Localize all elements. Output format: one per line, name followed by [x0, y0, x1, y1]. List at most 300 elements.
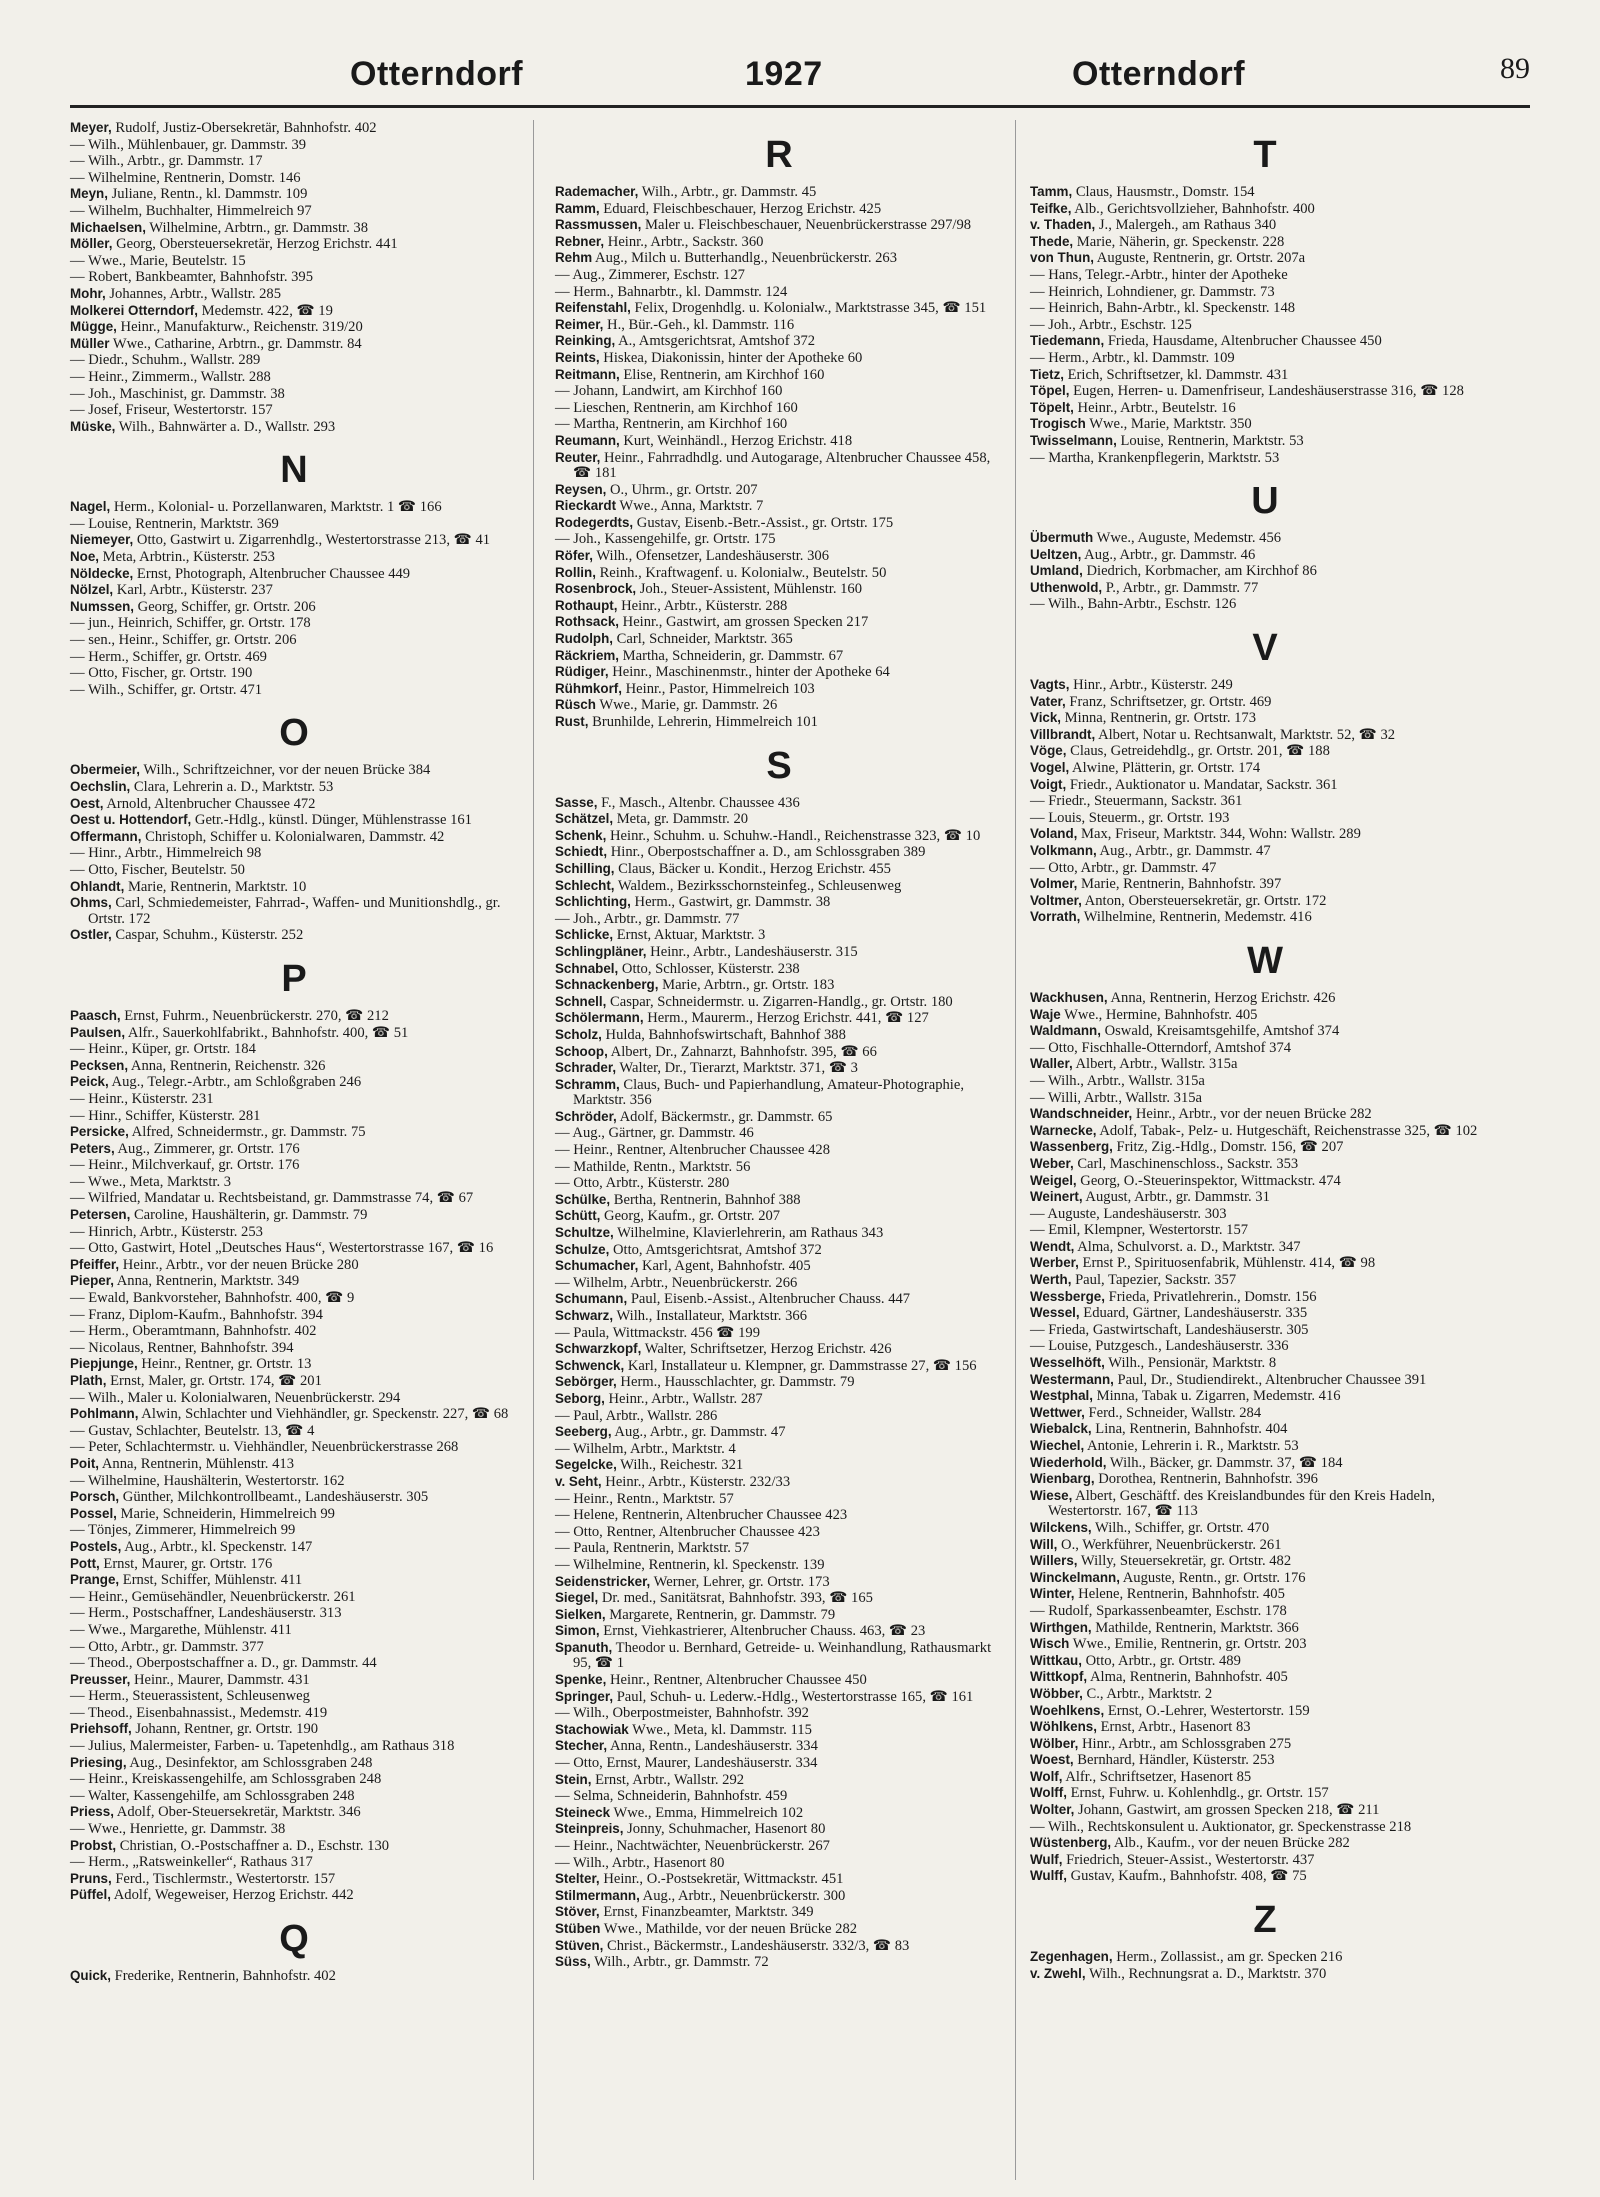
- entry-details: Christoph, Schiffer u. Kolonialwaren, Dammstr. 42: [141, 828, 445, 845]
- entry-details: Herm., Maurerm., Herzog Erichstr. 441, ☎ 127: [643, 1010, 929, 1027]
- directory-entry: [1030, 1355, 1500, 1372]
- directory-entry: [555, 433, 1003, 450]
- entry-details: O., Uhrm., gr. Ortstr. 207: [606, 481, 758, 498]
- directory-entry: [70, 1008, 518, 1025]
- entry-surname: Röfer,: [555, 548, 593, 564]
- directory-entry: [555, 284, 1003, 301]
- entry-surname: Reitmann,: [555, 366, 620, 382]
- directory-entry: [70, 1489, 518, 1506]
- entry-details: — Herm., Oberamtmann, Bahnhofstr. 402: [70, 1323, 317, 1340]
- entry-surname: Uthenwold,: [1030, 579, 1103, 595]
- directory-entry: [1030, 893, 1500, 910]
- directory-entry: [70, 1738, 518, 1755]
- directory-entry: [555, 1640, 1003, 1672]
- entry-details: Reinh., Kraftwagenf. u. Kolonialw., Beutelstr. 50: [595, 564, 887, 581]
- directory-entry: [1030, 1537, 1500, 1554]
- entry-details: Carl, Schmiedemeister, Fahrrad-, Waffen- und Munitionshdlg., gr. Ortstr. 172: [88, 895, 501, 927]
- directory-entry: [1030, 1272, 1500, 1289]
- entry-surname: Töpel,: [1030, 383, 1070, 399]
- directory-entry: [555, 1474, 1003, 1491]
- directory-entry: [555, 1109, 1003, 1126]
- directory-entry: [1030, 217, 1500, 234]
- directory-entry: [70, 402, 518, 419]
- directory-entry: [70, 1390, 518, 1407]
- entry-details: Christian, O.-Postschaffner a. D., Eschstr. 130: [116, 1837, 390, 1854]
- directory-entry: [70, 1041, 518, 1058]
- entry-details: Georg, O.-Steuerinspektor, Wittmackstr. 474: [1076, 1172, 1341, 1189]
- directory-entry: [555, 961, 1003, 978]
- directory-entry: [70, 286, 518, 303]
- entry-details: — Paul, Arbtr., Wallstr. 286: [555, 1407, 718, 1424]
- entry-details: Ernst, Arbtr., Wallstr. 292: [591, 1771, 745, 1788]
- entry-surname: Wöbber,: [1030, 1685, 1083, 1701]
- entry-details: Auguste, Rentnerin, gr. Ortstr. 207a: [1093, 250, 1306, 267]
- directory-entry: [555, 1208, 1003, 1225]
- directory-entry: [555, 1291, 1003, 1308]
- section-letter: T: [1253, 134, 1277, 176]
- entry-details: Max, Friseur, Marktstr. 344, Wohn: Wallstr. 289: [1077, 826, 1361, 843]
- entry-surname: Oest,: [70, 795, 104, 811]
- directory-entry: [555, 234, 1003, 251]
- entry-details: Louise, Rentnerin, Marktstr. 53: [1116, 432, 1304, 449]
- entry-details: Wwe., Meta, kl. Dammstr. 115: [628, 1721, 812, 1738]
- directory-entry: [555, 811, 1003, 828]
- entry-details: Friedrich, Steuer-Assist., Westertorstr. 437: [1062, 1851, 1315, 1868]
- directory-entry: [1030, 990, 1500, 1007]
- directory-entry: [1030, 1471, 1500, 1488]
- directory-entry: [70, 1439, 518, 1456]
- entry-details: Heinr., Manufakturw., Reichenstr. 319/20: [116, 319, 363, 336]
- entry-details: Otto, Arbtr., gr. Ortstr. 489: [1081, 1652, 1241, 1669]
- directory-entry: [70, 1755, 518, 1772]
- directory-entry: [555, 631, 1003, 648]
- entry-details: Alwin, Schlachter und Viehhändler, gr. Speckenstr. 227, ☎ 68: [138, 1406, 509, 1423]
- entry-details: Wilh., Arbtr., gr. Dammstr. 45: [638, 184, 817, 200]
- directory-entry: [555, 944, 1003, 961]
- directory-entry: [555, 1590, 1003, 1607]
- entry-surname: Seborg,: [555, 1390, 605, 1406]
- entry-surname: Nöldecke,: [70, 565, 134, 581]
- directory-entry: [555, 1507, 1003, 1524]
- entry-details: — Heinr., Küper, gr. Ortstr. 184: [70, 1041, 256, 1058]
- directory-entry: [1030, 710, 1500, 727]
- section-letter: U: [1251, 480, 1279, 523]
- entry-details: Ernst, Fuhrw. u. Kohlenhdlg., gr. Ortstr. 157: [1066, 1785, 1329, 1802]
- entry-details: — Herm., Postschaffner, Landeshäuserstr. 313: [70, 1605, 342, 1622]
- directory-entry: [1030, 1852, 1500, 1869]
- directory-entry: [70, 1721, 518, 1738]
- directory-entry: [70, 1522, 518, 1539]
- directory-entry: [1030, 1752, 1500, 1769]
- entry-details: Erich, Schriftsetzer, kl. Dammstr. 431: [1063, 366, 1289, 383]
- directory-entry: [555, 664, 1003, 681]
- directory-entry: [555, 1358, 1003, 1375]
- directory-entry: [555, 1142, 1003, 1159]
- entry-details: Bertha, Rentnerin, Bahnhof 388: [610, 1191, 801, 1208]
- entry-details: Ernst, Photograph, Altenbrucher Chaussee 449: [133, 565, 411, 582]
- entry-details: — Wilhelmine, Haushälterin, Westertorstr. 162: [70, 1472, 345, 1489]
- entry-surname: Woehlkens,: [1030, 1702, 1105, 1718]
- entry-surname: Spenke,: [555, 1672, 607, 1688]
- directory-entry: [555, 1871, 1003, 1888]
- section-letter: Z: [1253, 1899, 1277, 1942]
- entry-details: — Julius, Malermeister, Farben- u. Tapetenhdlg., am Rathaus 318: [70, 1738, 455, 1755]
- entry-details: Wwe., Marie, Marktstr. 350: [1085, 416, 1252, 433]
- entry-surname: Schrader,: [555, 1060, 617, 1076]
- entry-details: — Johann, Landwirt, am Kirchhof 160: [555, 383, 783, 400]
- entry-surname: Süss,: [555, 1954, 591, 1970]
- entry-details: Ernst, Maler, gr. Ortstr. 174, ☎ 201: [106, 1373, 322, 1389]
- column-divider: [533, 120, 534, 2180]
- entry-surname: Simon,: [555, 1623, 600, 1639]
- entry-surname: Waldmann,: [1030, 1023, 1101, 1039]
- directory-entry: [555, 1077, 1003, 1109]
- directory-entry: [1030, 267, 1500, 284]
- entry-details: — Peter, Schlachtermstr. u. Viehhändler, Neuenbrückerstrasse 268: [70, 1439, 459, 1456]
- entry-details: Joh., Steuer-Assistent, Mühlenstr. 160: [636, 581, 863, 598]
- directory-entry: [555, 1838, 1003, 1855]
- entry-details: — Martha, Rentnerin, am Kirchhof 160: [555, 416, 788, 433]
- directory-entry: [1030, 843, 1500, 860]
- entry-details: Claus, Buch- und Papierhandlung, Amateur-Photographie, Marktstr. 356: [573, 1076, 964, 1109]
- entry-surname: Peters,: [70, 1140, 115, 1156]
- directory-entry: [1030, 876, 1500, 893]
- directory-entry: [1030, 317, 1500, 334]
- entry-details: Heinr., Rentner, gr. Ortstr. 13: [137, 1356, 312, 1373]
- directory-entry: [70, 1273, 518, 1290]
- directory-entry: [555, 1540, 1003, 1557]
- entry-details: — Wwe., Meta, Marktstr. 3: [70, 1173, 232, 1190]
- entry-details: Wwe., Anna, Marktstr. 7: [616, 498, 764, 515]
- directory-entry: [70, 1058, 518, 1075]
- directory-entry: [555, 1341, 1003, 1358]
- entry-surname: Schlichting,: [555, 894, 631, 910]
- entry-surname: Reinking,: [555, 333, 616, 349]
- directory-entry: [70, 1323, 518, 1340]
- entry-details: — Lieschen, Rentnerin, am Kirchhof 160: [555, 399, 798, 416]
- directory-entry: [70, 632, 518, 649]
- directory-entry: [70, 1124, 518, 1141]
- entry-surname: Possel,: [70, 1505, 117, 1521]
- entry-details: — Joh., Kassengehilfe, gr. Ortstr. 175: [555, 531, 776, 548]
- entry-details: Aug., Telegr.-Arbtr., am Schloßgraben 246: [108, 1074, 362, 1091]
- entry-details: Wwe., Marie, gr. Dammstr. 26: [595, 697, 778, 714]
- entry-details: Caroline, Haushälterin, gr. Dammstr. 79: [130, 1207, 368, 1224]
- entry-surname: Spanuth,: [555, 1639, 613, 1655]
- entry-surname: Ohlandt,: [70, 878, 125, 894]
- entry-surname: Paulsen,: [70, 1024, 126, 1040]
- entry-surname: Seidenstricker,: [555, 1573, 651, 1589]
- entry-surname: Töpelt,: [1030, 399, 1074, 415]
- directory-entry: [70, 386, 518, 403]
- directory-entry: [555, 795, 1003, 812]
- entry-surname: Stachowiak: [555, 1721, 629, 1737]
- directory-entry: [555, 1441, 1003, 1458]
- directory-entry: [1030, 793, 1500, 810]
- directory-entry: [1030, 1868, 1500, 1885]
- entry-surname: Priehsoff,: [70, 1721, 132, 1737]
- directory-entry: [555, 1623, 1003, 1640]
- entry-surname: Volmer,: [1030, 876, 1078, 892]
- entry-details: — Tönjes, Zimmerer, Himmelreich 99: [70, 1522, 296, 1539]
- entry-details: Frieda, Privatlehrerin., Domstr. 156: [1104, 1288, 1317, 1305]
- directory-entry: [1030, 333, 1500, 350]
- directory-entry: [555, 1772, 1003, 1789]
- entry-surname: Molkerei Otterndorf,: [70, 302, 198, 318]
- directory-entry: [555, 250, 1003, 267]
- entry-surname: Stein,: [555, 1771, 592, 1787]
- entry-details: Wilh., Schiffer, gr. Ortstr. 470: [1091, 1519, 1270, 1536]
- directory-entry: [1030, 1322, 1500, 1339]
- entry-details: — Helene, Rentnerin, Altenbrucher Chaussee 423: [555, 1507, 848, 1524]
- directory-entry: [555, 1010, 1003, 1027]
- entry-details: — Wilh., Arbtr., Hasenort 80: [555, 1854, 725, 1871]
- entry-surname: Schiedt,: [555, 844, 608, 860]
- entry-details: Heinr., Gastwirt, am grossen Specken 217: [619, 614, 869, 631]
- entry-details: Anna, Rentn., Landeshäuserstr. 334: [607, 1738, 818, 1755]
- entry-surname: Willers,: [1030, 1553, 1078, 1569]
- directory-entry: [1030, 1819, 1500, 1836]
- entry-details: Lina, Rentnerin, Bahnhofstr. 404: [1091, 1421, 1288, 1438]
- entry-surname: Wulff,: [1030, 1868, 1067, 1884]
- entry-details: — Louise, Rentnerin, Marktstr. 369: [70, 515, 279, 532]
- entry-surname: Stüben: [555, 1920, 601, 1936]
- entry-details: — Hans, Telegr.-Arbtr., hinter der Apotheke: [1030, 266, 1288, 283]
- entry-surname: Wessberge,: [1030, 1288, 1105, 1304]
- entry-details: Juliane, Rentn., kl. Dammstr. 109: [107, 186, 308, 203]
- entry-details: Anna, Rentnerin, Mühlenstr. 413: [99, 1455, 294, 1472]
- directory-entry: [70, 1788, 518, 1805]
- entry-details: Frederike, Rentnerin, Bahnhofstr. 402: [110, 1968, 336, 1984]
- directory-entry: [1030, 1189, 1500, 1206]
- entry-details: Brunhilde, Lehrerin, Himmelreich 101: [588, 714, 818, 730]
- entry-surname: Schwarzkopf,: [555, 1341, 642, 1357]
- directory-entry: [555, 1408, 1003, 1425]
- entry-surname: Michaelsen,: [70, 219, 146, 235]
- entry-surname: Mügge,: [70, 319, 117, 335]
- entry-details: Paul, Dr., Studiendirekt., Altenbrucher Chaussee 391: [1113, 1371, 1427, 1388]
- directory-entry: [1030, 1156, 1500, 1173]
- entry-details: Adolf, Ober-Steuersekretär, Marktstr. 346: [113, 1804, 361, 1821]
- entry-surname: Postels,: [70, 1538, 122, 1554]
- directory-entry: [1030, 1255, 1500, 1272]
- entry-details: Helene, Rentnerin, Bahnhofstr. 405: [1074, 1586, 1285, 1603]
- directory-entry: [555, 201, 1003, 218]
- entry-surname: Sebörger,: [555, 1374, 617, 1390]
- directory-entry: [70, 1572, 518, 1589]
- entry-details: — Otto, Gastwirt, Hotel „Deutsches Haus“, Westertorstrasse 167, ☎ 16: [70, 1240, 494, 1257]
- entry-details: Alb., Gerichtsvollzieher, Bahnhofstr. 400: [1071, 200, 1315, 217]
- entry-details: Anna, Rentnerin, Marktstr. 349: [113, 1273, 300, 1290]
- directory-entry: [555, 333, 1003, 350]
- entry-details: — Heinr., Zimmerm., Wallstr. 288: [70, 368, 271, 385]
- directory-entry: [555, 1954, 1003, 1971]
- directory-entry: [555, 994, 1003, 1011]
- directory-entry: [555, 697, 1003, 714]
- entry-surname: Voltmer,: [1030, 892, 1082, 908]
- entry-surname: Siegel,: [555, 1590, 599, 1606]
- entry-details: Heinr., Arbtr., Küsterstr. 232/33: [601, 1473, 791, 1490]
- entry-details: Aug., Desinfektor, am Schlossgraben 248: [126, 1754, 373, 1771]
- entry-details: Ernst, Aktuar, Marktstr. 3: [613, 927, 766, 944]
- entry-details: Wilh., Installateur, Marktstr. 366: [613, 1308, 807, 1324]
- entry-details: — Paula, Rentnerin, Marktstr. 57: [555, 1540, 750, 1557]
- directory-entry: [555, 350, 1003, 367]
- entry-details: Maler u. Fleischbeschauer, Neuenbrückerstrasse 297/98: [641, 217, 972, 234]
- directory-entry: [70, 137, 518, 154]
- entry-surname: Vöge,: [1030, 743, 1067, 759]
- directory-column-1: [70, 120, 518, 1985]
- entry-surname: Quick,: [70, 1968, 111, 1983]
- entry-surname: Seeberg,: [555, 1424, 612, 1440]
- entry-details: F., Masch., Altenbr. Chaussee 436: [597, 794, 800, 811]
- entry-surname: Schilling,: [555, 860, 615, 876]
- directory-entry: [1030, 1802, 1500, 1819]
- directory-entry: [70, 269, 518, 286]
- directory-entry: [70, 1539, 518, 1556]
- header-town-right: Otterndorf: [1072, 55, 1246, 93]
- directory-entry: [555, 1258, 1003, 1275]
- entry-surname: Wandschneider,: [1030, 1106, 1133, 1122]
- entry-details: Karl, Arbtr., Küsterstr. 237: [113, 582, 273, 599]
- entry-details: — Otto, Fischhalle-Otterndorf, Amtshof 374: [1030, 1039, 1292, 1056]
- directory-entry: [1030, 1056, 1500, 1073]
- entry-details: Alma, Rentnerin, Bahnhofstr. 405: [1087, 1669, 1288, 1686]
- directory-entry: [70, 1207, 518, 1224]
- entry-details: Marie, Arbtrn., gr. Ortstr. 183: [658, 977, 835, 994]
- entry-details: Rudolf, Justiz-Obersekretär, Bahnhofstr. 402: [111, 120, 377, 136]
- directory-entry: [1030, 1455, 1500, 1472]
- entry-surname: Wesselhöft,: [1030, 1355, 1105, 1371]
- directory-entry: [1030, 909, 1500, 926]
- entry-surname: Schütt,: [555, 1208, 601, 1224]
- entry-surname: Teifke,: [1030, 200, 1072, 216]
- entry-surname: Stecher,: [555, 1738, 608, 1754]
- directory-entry: [1030, 1785, 1500, 1802]
- entry-details: — Emil, Klempner, Westertorstr. 157: [1030, 1222, 1249, 1239]
- directory-entry: [555, 217, 1003, 234]
- directory-entry: [1030, 547, 1500, 564]
- section-letter: S: [766, 744, 792, 787]
- entry-details: Heinr., Maurer, Dammstr. 431: [130, 1671, 310, 1688]
- entry-details: — Wwe., Marie, Beutelstr. 15: [70, 252, 246, 269]
- entry-surname: Rodegerdts,: [555, 514, 634, 530]
- directory-entry: [70, 236, 518, 253]
- entry-details: Fritz, Zig.-Hdlg., Domstr. 156, ☎ 207: [1112, 1139, 1344, 1156]
- entry-surname: Wiebalck,: [1030, 1421, 1092, 1437]
- directory-entry: [1030, 416, 1500, 433]
- directory-entry: [555, 515, 1003, 532]
- directory-entry: [1030, 1636, 1500, 1653]
- entry-surname: Rassmussen,: [555, 217, 642, 233]
- entry-details: — Herm., Arbtr., kl. Dammstr. 109: [1030, 349, 1235, 366]
- directory-entry: [70, 649, 518, 666]
- entry-surname: Ramm,: [555, 200, 600, 216]
- entry-details: Herm., Hausschlachter, gr. Dammstr. 79: [616, 1374, 855, 1391]
- entry-details: — Selma, Schneiderin, Bahnhofstr. 459: [555, 1788, 788, 1805]
- directory-entry: [70, 419, 518, 436]
- entry-surname: Wienbarg,: [1030, 1471, 1095, 1487]
- directory-entry: [555, 1044, 1003, 1061]
- directory-entry: [1030, 1123, 1500, 1140]
- directory-entry: [70, 762, 518, 779]
- entry-details: — Hinrich, Arbtr., Küsterstr. 253: [70, 1223, 263, 1240]
- entry-details: Herm., Zollassist., am gr. Specken 216: [1112, 1949, 1343, 1966]
- directory-entry: [70, 1622, 518, 1639]
- directory-entry: [70, 203, 518, 220]
- entry-details: Caspar, Schuhm., Küsterstr. 252: [111, 927, 304, 944]
- entry-details: Auguste, Rentn., gr. Ortstr. 176: [1119, 1569, 1306, 1586]
- entry-details: Wilh., Pensionär, Marktstr. 8: [1104, 1355, 1277, 1372]
- entry-details: Wilh., Bäcker, gr. Dammstr. 37, ☎ 184: [1106, 1454, 1343, 1471]
- entry-details: Johann, Gastwirt, am grossen Specken 218, ☎ 211: [1074, 1802, 1380, 1819]
- entry-surname: Reuter,: [555, 449, 601, 465]
- entry-details: — Rudolf, Sparkassenbeamter, Eschstr. 178: [1030, 1602, 1287, 1619]
- directory-entry: [1030, 184, 1500, 201]
- directory-entry: [1030, 1570, 1500, 1587]
- directory-entry: [555, 911, 1003, 928]
- directory-entry: [555, 498, 1003, 515]
- entry-surname: Zegenhagen,: [1030, 1949, 1113, 1965]
- entry-details: Hinr., Oberpostschaffner a. D., am Schlossgraben 389: [607, 844, 926, 861]
- entry-details: — Wilh., Arbtr., gr. Dammstr. 17: [70, 153, 263, 170]
- directory-entry: [70, 1157, 518, 1174]
- entry-details: — Diedr., Schuhm., Wallstr. 289: [70, 352, 261, 369]
- directory-entry: [70, 1968, 518, 1985]
- entry-details: — Hinr., Schiffer, Küsterstr. 281: [70, 1107, 261, 1124]
- entry-surname: Woest,: [1030, 1752, 1074, 1768]
- directory-entry: [70, 1190, 518, 1207]
- entry-details: — Walter, Kassengehilfe, am Schlossgraben 248: [70, 1787, 355, 1804]
- directory-entry: [555, 1424, 1003, 1441]
- entry-details: Marie, Näherin, gr. Speckenstr. 228: [1073, 233, 1285, 250]
- directory-entry: [1030, 1305, 1500, 1322]
- entry-details: Ernst, Arbtr., Hasenort 83: [1096, 1719, 1251, 1736]
- entry-details: Carl, Schneider, Marktstr. 365: [613, 631, 793, 648]
- entry-details: Clara, Lehrerin a. D., Marktstr. 53: [130, 779, 334, 795]
- directory-entry: [70, 352, 518, 369]
- directory-entry: [555, 1938, 1003, 1955]
- column-divider: [1015, 120, 1016, 2180]
- entry-details: — Heinr., Kreiskassengehilfe, am Schlossgraben 248: [70, 1771, 382, 1788]
- entry-details: Herm., Kolonial- u. Porzellanwaren, Marktstr. 1 ☎ 166: [110, 499, 442, 516]
- entry-details: Wilh., Rechnungsrat a. D., Marktstr. 370: [1085, 1965, 1327, 1982]
- entry-surname: Schätzel,: [555, 811, 614, 827]
- directory-entry: [1030, 1206, 1500, 1223]
- entry-surname: Wölber,: [1030, 1735, 1079, 1751]
- directory-entry: [70, 879, 518, 896]
- entry-details: Eduard, Gärtner, Landeshäuserstr. 335: [1079, 1305, 1308, 1322]
- entry-details: — Herm., Schiffer, gr. Ortstr. 469: [70, 648, 267, 665]
- entry-surname: Wolf,: [1030, 1768, 1063, 1784]
- entry-details: — Wilh., Bahn-Arbtr., Eschstr. 126: [1030, 596, 1237, 613]
- directory-entry: [1030, 1007, 1500, 1024]
- directory-entry: [70, 1141, 518, 1158]
- entry-surname: Ostler,: [70, 927, 112, 943]
- directory-entry: [1030, 1553, 1500, 1570]
- entry-details: Ernst, Fuhrm., Neuenbrückerstr. 270, ☎ 212: [120, 1007, 389, 1024]
- entry-surname: Wessel,: [1030, 1305, 1080, 1321]
- directory-entry: [1030, 1686, 1500, 1703]
- entry-details: — Wwe., Henriette, gr. Dammstr. 38: [70, 1821, 286, 1838]
- entry-details: — Wilh., Arbtr., Wallstr. 315a: [1030, 1072, 1205, 1089]
- directory-entry: [1030, 1620, 1500, 1637]
- directory-entry: [555, 598, 1003, 615]
- entry-details: Wilh., Schriftzeichner, vor der neuen Brücke 384: [139, 762, 431, 779]
- entry-surname: Schlicke,: [555, 927, 614, 943]
- directory-entry: [70, 1473, 518, 1490]
- directory-entry: [1030, 530, 1500, 547]
